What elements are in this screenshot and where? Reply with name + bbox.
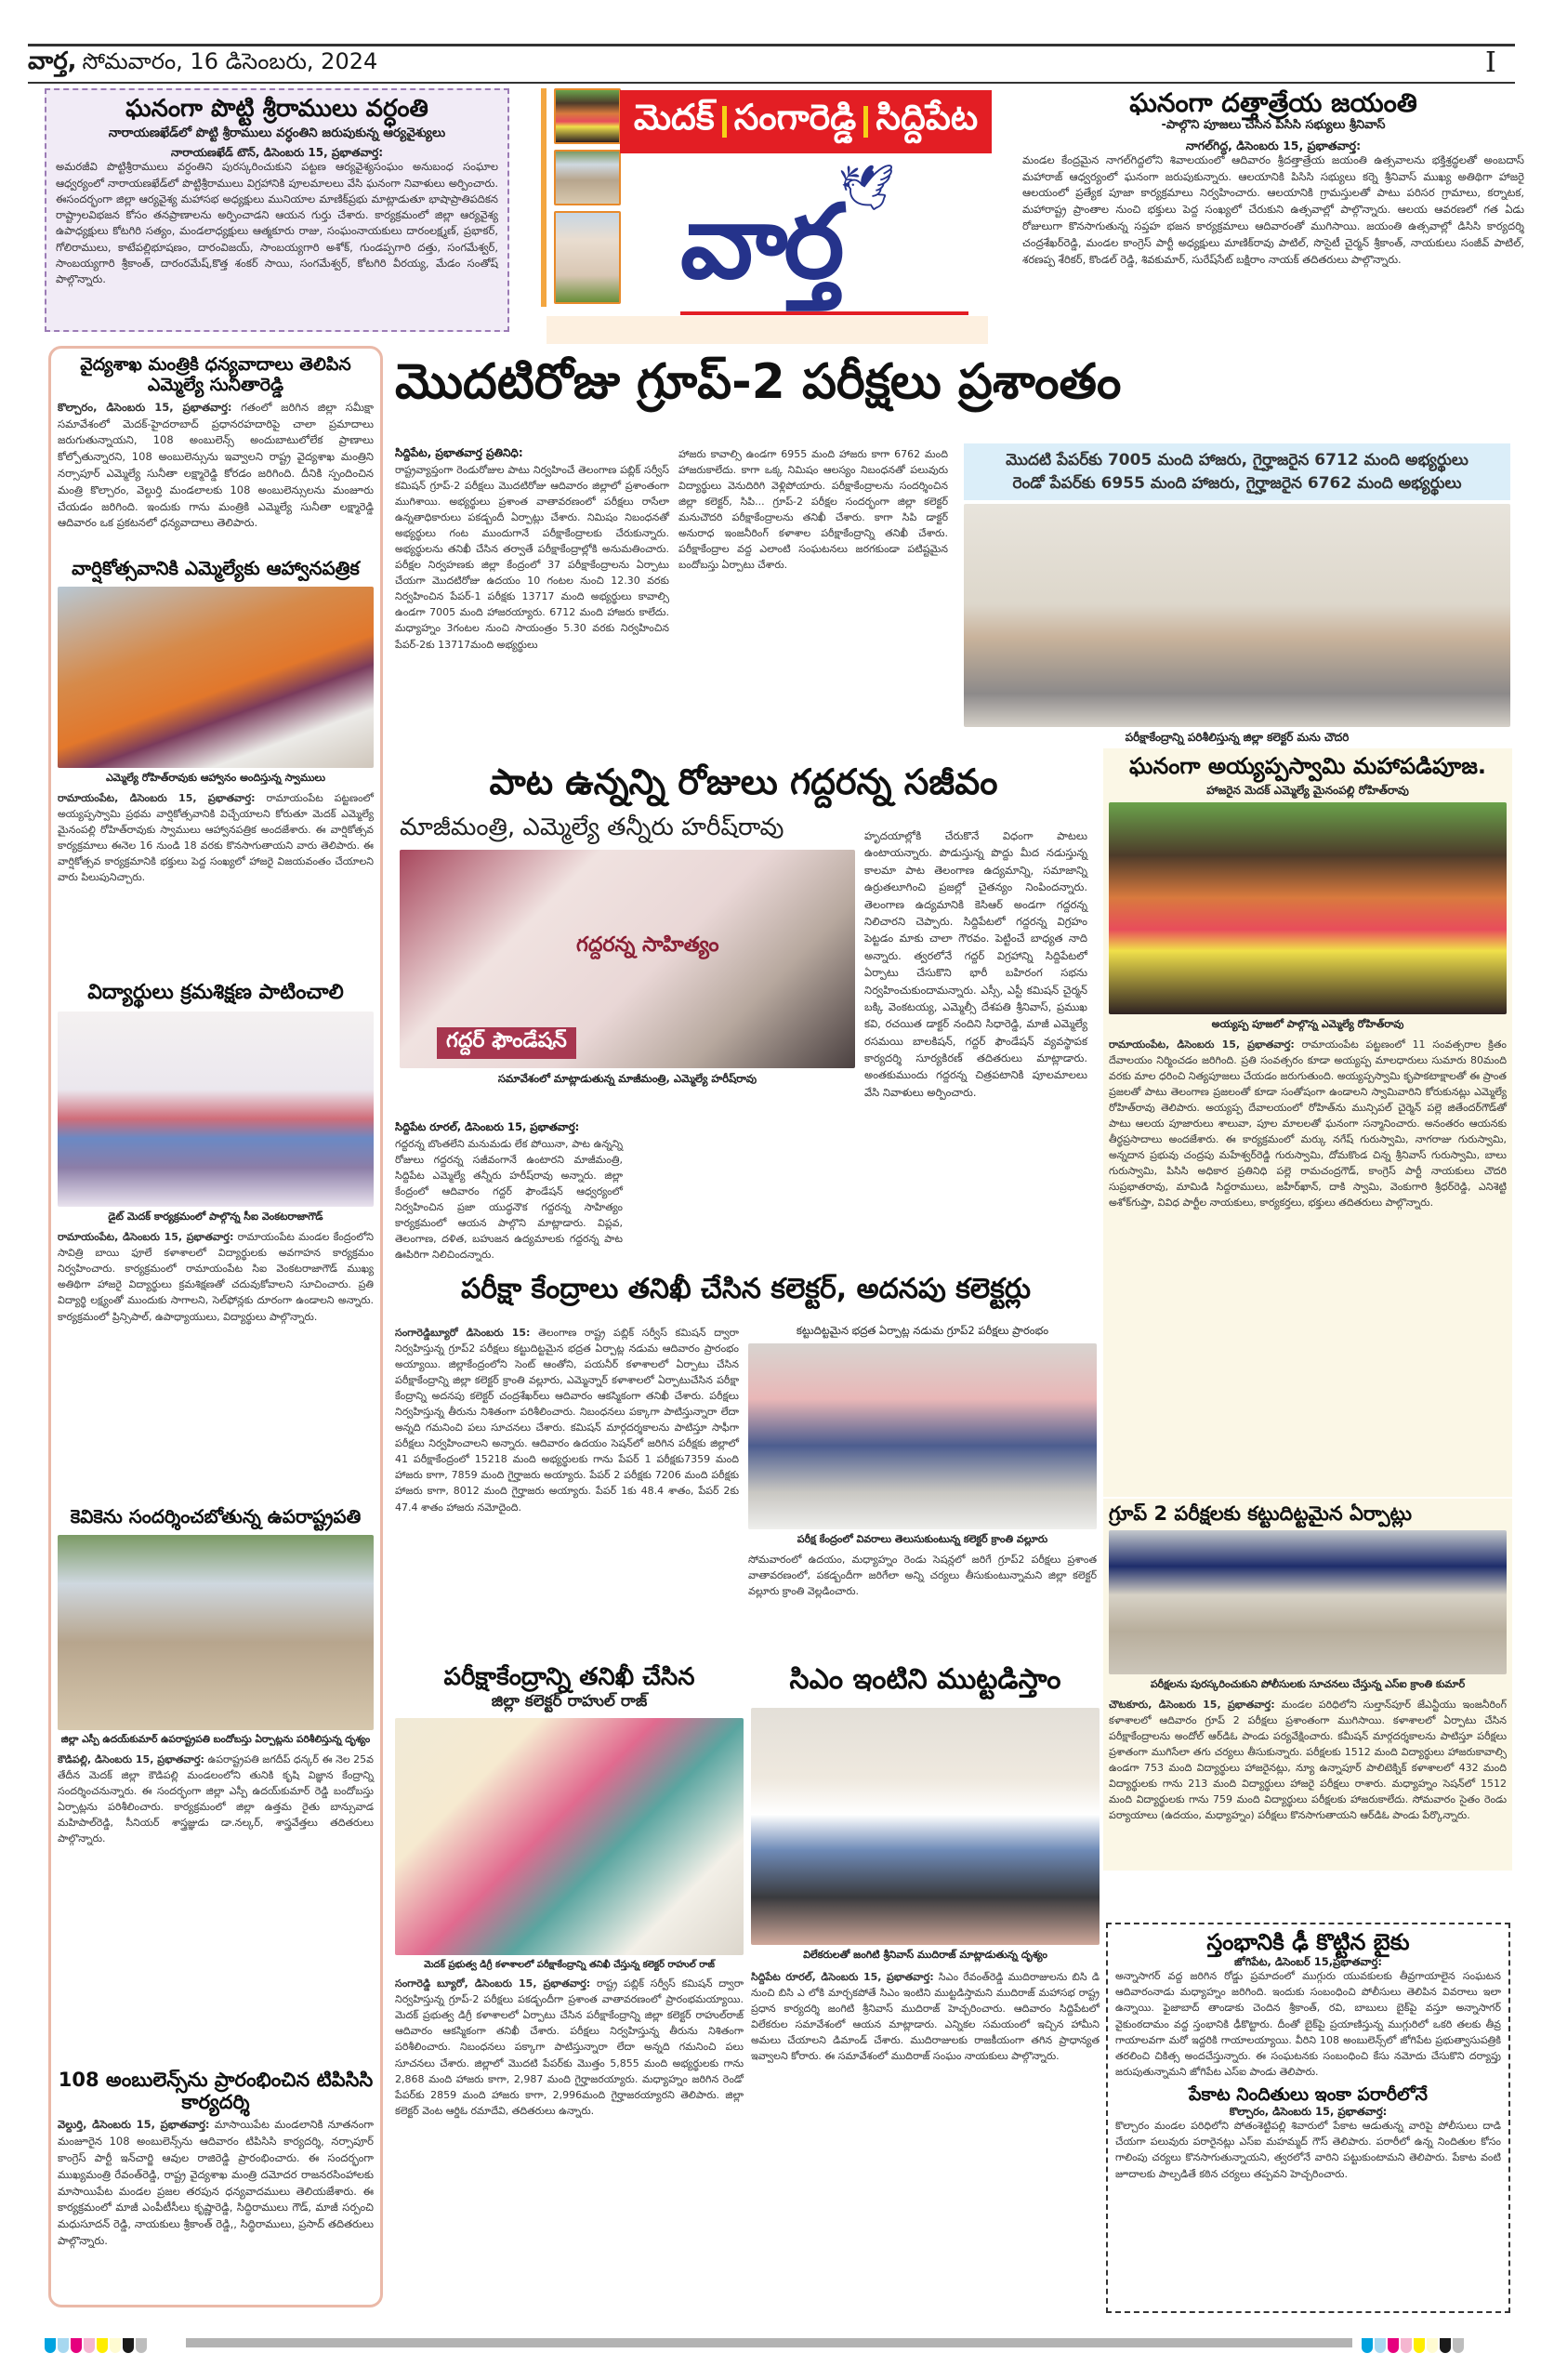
masthead-date: సోమవారం, 16 డిసెంబరు, 2024 bbox=[82, 48, 378, 74]
article-body bbox=[395, 1976, 744, 2118]
dateline: కౌడిపల్లి, డిసెంబరు 15, ప్రభాతవార్త: bbox=[58, 1753, 204, 1765]
article-group2-arrangements bbox=[1103, 1499, 1512, 1871]
lead-headline: మొదటిరోజు గ్రూప్-2 పరీక్షలు ప్రశాంతం bbox=[395, 354, 1122, 410]
article-body bbox=[58, 1229, 374, 1324]
article-body bbox=[1109, 1037, 1507, 1211]
print-marks-left bbox=[45, 2338, 147, 2353]
banner-text: గద్దర్ ఫౌండేషన్ bbox=[437, 1027, 576, 1059]
subhead: -పాల్గొని పూజలు చేసిన పిసిసి సభ్యులు శ్రీనివాస్ bbox=[1161, 118, 1386, 133]
headline: వైద్యశాఖ మంత్రికి ధన్యవాదాలు తెలిపిన ఎమ్మెల్యే సునీతారెడ్డి bbox=[80, 354, 351, 395]
collector-inspection-photo bbox=[748, 1343, 1097, 1529]
article-body bbox=[58, 790, 374, 885]
article-body: అమరజీవి పొట్టిశ్రీరాములు వర్ధంతిని పురస్కరించుకుని పట్టణ ఆర్యవైశ్యసంఘం అనుబంధ సంఘాల ఆధ్వర్యంలో నారాయణఖేడ్‌లో పొట్టిశ్రీరాములు విగ్రహానికి పూలమాలలు వేసి ఘనంగా నివాళులు అర్పించారు. ఈసందర్భంగా జిల్లా ఆర్యవైశ్య మహాసభ అధ్యక్షులు మునియాల మాణిక్‌ప్రభు మాట్లాడుతూ భాషాప్రాతిపదికన రాష్ట్రాలవిభజన కోసం తనప్రాణాలను అర్పించాడని ఆయన గుర్తు చేశారు. కార్యక్రమంలో జిల్లా ఆర్యవైశ్య ఉపాధ్యక్షులు కోటగిరి సత్యం, మండలాధ్యక్షులు ఆత్మకూరు రాజు, సంఘంనాయకులు దారంలక్ష్మణ్, ప్రభాకర్, గోలిరాములు, కాటేపల్లిభూషణం, దారంవిజయ్, సాంబయ్యగారి అశోక్, గుండప్పగారి దత్తు, సంగమేశ్వర్, సాంబయ్యగారి శ్రీకాంత్, దారంరమేష్,కొత్త శంకర్ సాయి, సంగమేశ్వర్, కోటగిరి వీరయ్య, మేడం సంతోష్ పాల్గొన్నారు. bbox=[56, 160, 498, 286]
reg-mark bbox=[58, 2338, 69, 2353]
reg-mark bbox=[1427, 2338, 1438, 2353]
dateline: వెల్దుర్తి, డిసెంబరు 15, ప్రభాతవార్త: bbox=[58, 2118, 210, 2132]
reg-mark bbox=[1414, 2338, 1425, 2353]
reg-mark bbox=[1362, 2338, 1373, 2353]
security-inspection-photo bbox=[58, 1535, 374, 1730]
subhead: జిల్లా కలెక్టర్ రాహుల్ రాజ్ bbox=[491, 1691, 648, 1711]
lead-photo-block bbox=[964, 443, 1510, 747]
photo-caption: విలేకరులతో జంగిటి శ్రీనివాస్ ముదిరాజ్ మాట్లాడుతున్న దృశ్యం bbox=[803, 1948, 1047, 1961]
subhead: మాజీమంత్రి, ఎమ్మెల్యే తన్నీరు హరీష్‌రావు bbox=[400, 813, 784, 841]
reg-mark bbox=[1401, 2338, 1412, 2353]
ayyappa-puja-photo bbox=[1109, 802, 1507, 1014]
headline: కెవికెను సందర్శించబోతున్న ఉపరాష్ట్రపతి bbox=[70, 1505, 362, 1527]
article-potti-sriramulu bbox=[45, 88, 509, 332]
article-rahul-raj bbox=[395, 1664, 744, 2119]
photo-title: కట్టుదిట్టమైన భద్రత ఏర్పాట్ల నడుమ గ్రూప్2 పరీక్షలు ప్రారంభం bbox=[796, 1324, 1049, 1337]
body-text: రామాయంపేట మండల కేంద్రంలోని సావిత్రి బాయి ఫూలే కళాశాలలో విద్యార్థులకు అవగాహన కార్యక్రమం నిర్వహించారు. కార్యక్రమంలో రామాయంపేట సిఐ వెంకటరాజాగౌడ్ ముఖ్య అతిథిగా హాజరై విద్యార్థులు క్రమశిక్షణతో చదువుకోవాలని సూచించారు. ప్రతి విద్యార్థి లక్ష్యంతో ముందుకు సాగాలని, సెల్‌ఫోన్లకు దూరంగా ఉండాలని అన్నారు. కార్యక్రమంలో ప్రిన్సిపాల్, ఉపాధ్యాయులు, విద్యార్థులు పాల్గొన్నారు. bbox=[58, 1231, 374, 1323]
article-108-ambulance bbox=[58, 2069, 374, 2250]
dateline: నారాయణఖేడ్ టౌన్, డిసెంబరు 15, ప్రభాతవార్త: bbox=[170, 146, 384, 160]
reg-mark bbox=[110, 2338, 121, 2353]
reg-mark bbox=[45, 2338, 56, 2353]
body-text: తెలంగాణ రాష్ట్ర పబ్లిక్ సర్వీస్ కమిషన్ ద్వారా నిర్వహిస్తున్న గ్రూప్2 పరీక్షలు కట్టుదిట్టమైన భద్రత ఏర్పాట్ల నడుమ ఆదివారం ప్రారంభం అయ్యాయి. జిల్లాకేంద్రంలోని సెంట్ ఆంతోని, పయనీర్ కళాశాలలో ఏర్పాటు చేసిన పరీక్షాకేంద్రాన్ని జిల్లా కలెక్టర్ క్రాంతి వల్లూరు, ఎమ్మెన్నార్ కళాశాలలో ఏర్పాటుచేసిన పరీక్షా కేంద్రాన్ని అదనపు కలెక్టర్ చంద్రశేఖర్‌లు ఆదివారం ఆకస్మికంగా తనిఖీ చేశారు. పరీక్షలు నిర్వహిస్తున్న తీరును నిశితంగా పరిశీలించారు. నిబంధనలు పక్కాగా పాటిస్తున్నారా లేదా అన్నది గమనించి పలు సూచనలు చేశారు. కమిషన్ మార్గదర్శకాలను పాటిస్తూ సాఫీగా పరీక్షలు నిర్వహించాలని అన్నారు. ఆదివారం ఉదయం సెషన్‌లో జరిగిన పరీక్షకు జిల్లాలో 41 పరీక్షాకేంద్రంలో 15218 మంది అభ్యర్థులకు గాను పేపర్ 1 పరీక్షకు7359 మంది హాజరు కాగా, 7859 మంది గైర్హాజరు అయ్యారు. పేపర్ 2 పరీక్షకు 7206 మంది పరీక్షకు హాజరు కాగా, 8012 మంది గైర్హాజరు అయ్యారు. పేపర్ 1కు 48.4 శాతం, పేపర్ 2కు 47.4 శాతం హాజరు నమోదైంది. bbox=[395, 1327, 739, 1514]
logo-photo-strip bbox=[541, 88, 615, 307]
article-body bbox=[1109, 1697, 1507, 1823]
district-siddipet: సిద్దిపేట bbox=[876, 97, 979, 138]
church-thumbnail bbox=[554, 211, 621, 304]
article-body: సోమవారంలో ఉదయం, మధ్యాహ్నం రెండు సెషన్లలో జరిగే గ్రూప్2 పరీక్షలు ప్రశాంత వాతావరణంలో, పకడ్బందీగా జరిగేలా అన్ని చర్యలు తీసుకుంటున్నామని జిల్లా కలెక్టర్ వల్లూరు క్రాంతి వెల్లడించారు. bbox=[748, 1553, 1097, 1597]
photo-caption: డైట్ మెదక్ కార్యక్రమంలో పాల్గొన్న సీఐ వెంకటరాజాగౌడ్ bbox=[108, 1210, 323, 1223]
body-text: మండల పరిధిలోని సుల్తాన్‌పూర్ జేఎన్టీయు ఇంజనీరింగ్ కళాశాలలో ఆదివారం గ్రూప్ 2 పరీక్షలు ప్రశాంతంగా ముగిసాయి. కళాశాలలో ఏర్పాటు చేసిన పరీక్షాకేంద్రాలను అందోల్ ఆర్‌డిఓ పాండు పర్యవేక్షించారు. కమీషన్ మార్గదర్శకాలను పాటిస్తూ పరీక్షలు ప్రశాతంగా ముగిసేలా తగు చర్యలు తీసుకున్నారు. పరీక్షలకు 1512 మంది విద్యార్థులు హాజరుకావాల్సి ఉండగా 753 మంది విద్యార్థులు హాజరైనట్లు, న్యూ ఉన్నాపూర్ పాలిటెక్నిక్ కళాశాలలో 432 మంది విద్యార్థులకు గాను 213 మంది విద్యార్థులు హాజరై పరీక్షలు రాశారు. మధ్యాహ్నం సెషన్‌లో 1512 మంది విద్యార్థులకు గాను 759 మంది విద్యార్థులు పరీక్షలకు హాజరుకాలేదు. సోమవారం సైతం రెండు పర్యాయాలు (ఉదయం, మధ్యాహ్నం) పరీక్షలు కొనసాగుతాయని ఆర్‌డిఓ పాండు పేర్కొన్నారు. bbox=[1109, 1699, 1508, 1822]
masthead-brand: వార్త, bbox=[28, 47, 77, 75]
body-text: రామాయంపేట పట్టణంలో 11 సంవత్సరాల క్రితం దేవాలయం నిర్మించడం జరిగింది. ప్రతి సంవత్సరం కూడా అయ్యప్ప మాలధారులు సుమారు 80మంది వరకు మాల ధరించి నిత్యపూజలు చేయడం జరుగుతుంది. అయ్యప్పస్వామి కృపాకటాక్షాలతో ఈ ప్రాంత ప్రజలతో పాటు తెలంగాణ ప్రజలంతో కూడా సంతోషంగా ఉండాలని స్వామివారిని కోరుకునట్లు ఎమ్మెల్యే రోహిత్‌రావు తెలిపారు. అయ్యప్ప దేవాలయంలో రోహిత్‌ను మున్సిపల్ చైర్మెన్ పల్లె జితేందర్‌గౌడ్‌తో పాటు ఆలయ పూజారులు శాలువా, పూల మాలలతో ఘనంగా సన్మానించారు. అనంతరం ఆయనకు తీర్థప్రసాదాలు అందజేశారు. ఈ కార్యక్రమంలో మర్కు నగేష్ గురుస్వామి, నాగరాజు గురుస్వామి, అన్నదాన ప్రభువు చంద్రపు మహేశ్వర్‌రెడ్డి గురుస్వామి, దోమకొండ చిన్న శ్రీనివాస్ గురుస్వామి, బాలు గురుస్వామి, పిసిసి అధికార ప్రతినిధి పల్లె రామచంద్రగౌడ్, కాంగ్రెస్ పార్టీ నాయకులు చౌదరి సుప్రభాతరావు, మామిడి సిద్దరాములు, జహీర్‌ఖాన్, దాకి స్వామి, వెంకుగారి శ్రీధర్‌రెడ్డి, ఎనిశెట్టి అశోక్‌గుప్తా, వివిధ పార్టీల నాయకులు, కార్యకర్తలు, భక్తులు తదితరులు పాల్గొన్నారు. bbox=[1109, 1038, 1507, 1210]
article-body bbox=[58, 1752, 374, 1846]
dateline: సంగారెడ్డిబ్యూరో డిసెంబరు 15: bbox=[395, 1327, 531, 1339]
article-body bbox=[58, 400, 374, 533]
logo-wordmark: వార్త bbox=[680, 182, 841, 301]
subhead: నారాయణఖేడ్‌లో పొట్టి శ్రీరాములు వర్ధంతిని జరుపుకున్న ఆర్యవైశ్యులు bbox=[108, 125, 446, 140]
reg-mark bbox=[136, 2338, 147, 2353]
article-body: గద్దరన్న బొంతలేని మనుమడు లేక పోయినా, పాట ఉన్నన్ని రోజులు గద్దరన్న సజీవంగానే ఉంటారని మాజీమంత్రి, సిద్దిపేట ఎమ్మెల్యే తన్నీరు హరీష్‌రావు అన్నారు. జిల్లా కేంద్రంలో ఆదివారం గద్దర్ ఫౌండేషన్ ఆధ్వర్యంలో నిర్వహించిన ప్రజా యుద్ధనౌక గద్దరన్న సాహిత్యం కార్యక్రమంలో ఆయన పాల్గొని మాట్లాడారు. విప్లవ, తెలంగాణ, దళిత, బహుజన ఉద్యమాలకు గద్దరన్న పాట ఊపిరిగా నిలిచిందన్నారు. bbox=[395, 1138, 623, 1262]
reg-mark bbox=[123, 2338, 134, 2353]
dateline: నాగల్‌గిద్ద, డిసెంబరు 15, ప్రభాతవార్త: bbox=[1185, 138, 1362, 152]
photo-caption: అయ్యప్ప పూజలో పాల్గొన్న ఎమ్మెల్యే రోహిత్‌రావు bbox=[1211, 1017, 1404, 1030]
reg-mark bbox=[97, 2338, 108, 2353]
collectors-body bbox=[395, 1325, 739, 1515]
article-collectors bbox=[395, 1274, 1097, 1306]
headline: సిఎం ఇంటిని ముట్టడిస్తాం bbox=[789, 1663, 1061, 1696]
gaddar-subhead-photo bbox=[400, 813, 855, 1088]
headline: 108 అంబులెన్స్‌ను ప్రారంభించిన టిపిసిసి కార్యదర్శి bbox=[58, 2069, 374, 2114]
separator bbox=[863, 106, 868, 138]
masthead bbox=[28, 48, 377, 80]
collector-rahul-raj-photo bbox=[395, 1718, 744, 1955]
dateline: జోగిపేట, డిసెంబర్ 15,ప్రభాతవార్త: bbox=[1234, 1954, 1382, 1968]
photo-caption: పరీక్ష కేంద్రంలో వివరాలు తెలుసుకుంటున్న కలెక్టర్ క్రాంతి వల్లూరు bbox=[797, 1532, 1048, 1545]
photo-caption: పరీక్షాకేంద్రాన్ని పరిశీలిస్తున్న జిల్లా కలెక్టర్ మను చౌదరి bbox=[1125, 731, 1350, 745]
page-number: I bbox=[1485, 46, 1496, 79]
students-event-photo bbox=[58, 1012, 374, 1207]
article-body bbox=[58, 2117, 374, 2250]
banner-text: గద్దరన్న సాహిత్యం bbox=[576, 933, 719, 958]
lead-article-col1 bbox=[395, 446, 669, 653]
reg-mark bbox=[84, 2338, 95, 2353]
headline: వార్షికోత్సవానికి ఎమ్మెల్యేకు ఆహ్వానపత్రిక bbox=[72, 557, 360, 579]
photo-caption: సమావేశంలో మాట్లాడుతున్న మాజీమంత్రి, ఎమ్మెల్యే హరీష్‌రావు bbox=[497, 1072, 757, 1086]
dateline: సిద్దిపేట, ప్రభాతవార్త ప్రతినిధి: bbox=[395, 446, 523, 459]
body-text: సిఎం రేవంత్‌రెడ్డి ముదిరాజులను బిసి డి నుంచి బిసి ఎ లోకి మార్చకపోతే సిఎం ఇంటిని ముట్టడిస్తామని ముదిరాజ్ మహాసభ రాష్ట్ర ప్రధాన కార్యదర్శి జంగిటి శ్రీనివాస్ ముదిరాజ్ హెచ్చరించారు. ఆదివారం సిద్దిపేటలో విలేకరుల సమావేశంలో ఆయన మాట్లాడారు. ఎన్నికల సమయంలో ఇచ్చిన హామీని అమలు చేయాలని డిమాండ్ చేశారు. ముదిరాజులకు రాజకీయంగా తగిన ప్రాధాన్యత ఇవ్వాలని కోరారు. ఈ సమావేశంలో ముదిరాజ్ సంఘం నాయకులు పాల్గొన్నారు. bbox=[751, 1970, 1100, 2062]
subhead: హాజరైన మెదక్ ఎమ్మెల్యే మైనంపల్లి రోహిత్‌రావు bbox=[1206, 783, 1409, 797]
masthead-bottom-rule bbox=[28, 82, 1515, 84]
gaddar-event-photo bbox=[400, 850, 855, 1068]
logo-underline bbox=[680, 311, 968, 315]
garden-thumbnail bbox=[554, 150, 621, 205]
district-medak: మెదక్ bbox=[633, 97, 715, 138]
reg-mark bbox=[71, 2338, 82, 2353]
dateline: సంగారెడ్డి బ్యూరో, డిసెంబరు 15, ప్రభాతవార్త: bbox=[395, 1977, 591, 1990]
collectors-photo-block bbox=[748, 1325, 1097, 1599]
dateline: రామాయంపేట, డిసెంబరు 15, ప్రభాతవార్త: bbox=[58, 792, 256, 804]
article-body: అన్నాసాగర్ వద్ద జరిగిన రోడ్డు ప్రమాదంలో ముగ్గురు యువకులకు తీవ్రగాయాలైన సంఘటన ఆదివారంనాడు మధ్యాహ్నం జరిగింది. ఇందుకు సంబంధించి పోలీసులు తెలిపిన వివరాలు ఇలా ఉన్నాయి. ఫైజాబాద్ తాండాకు చెందిన శ్రీకాంత్, రవి, బాబులు బైక్‌పై వస్తూ అన్నాసాగర్ వైకుంఠదామం వద్ద స్తంభానికి ఢీకొట్టారు. దీంతో బైక్‌పై ప్రయాణిస్తున్న ముగ్గురిలో ఒకరి తలకు తీవ్ర గాయాలవగా మరో ఇద్దరికి గాయాలయ్యాయి. వీరిని 108 అంబులెన్స్‌లో జోగిపేట ప్రభుత్వాసుపత్రికి తరలించి చికిత్స అందచేస్తున్నారు. ఈ సంఘటనకు సంబంధించి కేసు నమోదు చేసుకొని దర్యాప్తు జరుపుతున్నామని జోగిపేట ఎస్‌ఐ పాండు తెలిపారు. bbox=[1115, 1970, 1501, 2078]
headline: పరీక్షా కేంద్రాలు తనిఖీ చేసిన కలెక్టర్, అదనపు కలెక్టర్లు bbox=[460, 1273, 1032, 1305]
dateline: సిద్దిపేట రూరల్, డిసెంబరు 15, ప్రభాతవార్త: bbox=[751, 1970, 934, 1983]
photo-caption: మెదక్ ప్రభుత్వ డిగ్రీ కళాశాలలో పరీక్షాకేంద్రాన్ని తనిఖీ చేస్తున్న కలెక్టర్ రాహుల్ రాజ్ bbox=[424, 1960, 715, 1971]
dateline: రామాయంపేట, డిసెంబరు 15, ప్రభాతవార్త: bbox=[58, 1231, 234, 1244]
article-bike-accident-box bbox=[1106, 1923, 1510, 2313]
article-gaddar bbox=[395, 762, 1092, 803]
article-body: హృదయాల్లోకి చేరుకొనే విధంగా పాటలు ఉంటాయన్నారు. పొడుస్తున్న పొద్దు మీద నడుస్తున్న కాలమా పాట తెలంగాణ ఉద్యమాన్ని, సమాజాన్ని ఉర్రుతలూగించి ప్రజల్లో చైతన్యం నింపిందన్నారు. తెలంగాణ ఉద్యమానికి కెసిఆర్ అండగా గద్దరన్న నిలిచారని చెప్పారు. సిద్దిపేటలో గద్దరన్న విగ్రహం పెట్టడం మాకు చాలా గౌరవం. పెట్టించే బాధ్యత నాది అన్నారు. త్వరలోనే గద్దర్ విగ్రహాన్ని సిద్దిపేటలో ఏర్పాటు చేసుకొని భారీ బహిరంగ సభను నిర్వహించుకుందామన్నారు. ఎస్సీ, ఎస్టీ కమిషన్ చైర్మన్ బక్కి వెంకటయ్య, ఎమ్మెల్సీ దేశపతి శ్రీనివాస్, ప్రముఖ కవి, రచయిత డాక్టర్ నందిని సిధారెడ్డి, మాజీ ఎమ్మెల్యే రసమయి బాలకిషన్, గద్దర్ ఫౌండేషన్ వ్యవస్థాపక కార్యదర్శి సూర్యకిరణ్ తదితరులు మాట్లాడారు. అంతకుముందు గద్దరన్న చిత్రపటానికి పూలమాలలు వేసి నివాళులు అర్పించారు. bbox=[864, 829, 1087, 1099]
article-vice-president-visit bbox=[58, 1506, 374, 1846]
headline: విద్యార్థులు క్రమశిక్షణ పాటించాలి bbox=[87, 981, 344, 1004]
headline: పేకాట నిందితులు ఇంకా పరారీలోనే bbox=[1189, 2083, 1428, 2105]
temple-thumbnail bbox=[554, 88, 621, 144]
article-body: రాష్ట్రవ్యాప్తంగా రెండురోజుల పాటు నిర్వహించే తెలంగాణ పబ్లిక్ సర్వీస్ కమిషన్ గ్రూప్-2 పరీక్షలు మొదటిరోజు ఆదివారం జిల్లాలో ప్రశాంతంగా ముగిశాయి. అభ్యర్థులు ప్రశాంత వాతావరణంలో పరీక్షలు రాసేలా ఉన్నతాధికారులు పకడ్బందీ ఏర్పాట్లు చేశారు. నిమిషం నిబంధనతో అభ్యర్థులు గంట ముందుగానే పరీక్షాకేంద్రాలకు చేరుకున్నారు. అభ్యర్థులను తనిఖీ చేసిన తర్వాతే పరీక్షాకేంద్రాల్లోకి అనుమతించారు. పరీక్షల నిర్వహణకు జిల్లా కేంద్రంలో 37 పరీక్షాకేంద్రాలను ఏర్పాటు చేయగా మొదటిరోజు ఉదయం 10 గంటల నుంచి 12.30 వరకు నిర్వహించిన పేపర్-1 పరీక్షకు 13717 మంది అభ్యర్థులు కావాల్సి ఉండగా 7005 మంది హాజరయ్యారు. 6712 మంది హాజరు కాలేదు. మధ్యాహ్నం 3గంటల నుంచి సాయంత్రం 5.30 వరకు నిర్వహించిన పేపర్-2కు 13717మంది అభ్యర్థులు bbox=[395, 464, 669, 651]
reg-mark bbox=[1440, 2338, 1451, 2353]
body-text: రాష్ట్ర పబ్లిక్ సర్వీస్ కమిషన్ ద్వారా నిర్వహిస్తున్న గ్రూప్-2 పరీక్షలు పకడ్బందీగా ప్రశాంత వాతావరణంలో ప్రారంభమయ్యాయి. మెదక్ ప్రభుత్వ డిగ్రీ కళాశాలలో ఏర్పాటు చేసిన పరీక్షాకేంద్రాన్ని జిల్లా కలెక్టర్ రాహుల్‌రాజ్ ఆదివారం ఆకస్మికంగా తనిఖీ చేశారు. పరీక్షలు నిర్వహిస్తున్న తీరును నిశితంగా పరిశీలించారు. నిబంధనలు పక్కాగా పాటిస్తున్నారా లేదా అన్నది గమనించి పలు సూచనలు చేశారు. జిల్లాలో మొదటి పేపర్‌కు మొత్తం 5,855 మంది అభ్యర్థులకు గాను 2,868 మంది హాజరు కాగా, 2,987 మంది గైర్హాజరయ్యారు. మధ్యాహ్నం జరిగిన రెండో పేపర్‌కు 2859 మంది హాజరు కాగా, 2,996మంది గైర్హాజరయ్యారని తెలిపారు. జిల్లా కలెక్టర్ వెంట ఆర్డిఓ రమాదేవి, తదితరులు ఉన్నారు. bbox=[395, 1977, 744, 2117]
article-body: కొల్చారం మండల పరిధిలోని పోతంశెట్టిపల్లి శివారులో పేకాట ఆడుతున్న వారిపై పోలీసులు దాడి చేయగా పలువురు పరారైనట్లు ఎస్‌ఐ మహమ్మద్ గౌస్ తెలిపారు. పరారీలో ఉన్న నిందితుల కోసం గాలింపు చర్యలు కొనసాగుతున్నాయని, త్వరలోనే వారిని పట్టుకుంటామని తెలిపారు. పేకాట వంటి జూదాలకు పాల్పడితే కఠిన చర్యలు తప్పవని హెచ్చరించారు. bbox=[1115, 2120, 1501, 2180]
body-text: మాసాయిపేట మండలానికి నూతనంగా మంజూరైన 108 అంబులెన్స్‌ను ఆదివారం టిపిసిసి కార్యదర్శి, నర్సాపూర్ కాంగ్రెస్ పార్టీ ఇన్‌చార్జి ఆవుల రాజిరెడ్డి ప్రారంభించారు. ఈ సందర్భంగా ముఖ్యమంత్రి రేవంత్‌రెడ్డి, రాష్ట్ర వైద్యశాఖ మంత్రి దమోదర రాజనరసింహాలకు మాసాయిపేట మండల ప్రజల తరపున ధన్యవాదములు తెలియజేశారు. ఈ కార్యక్రమంలో మాజీ ఎంపీటీసీలు కృష్ణారెడ్డి, సిద్ధిరాములు గౌడ్, మాజీ సర్పంచి మధుసూదన్ రెడ్డి, నాయకులు శ్రీకాంత్ రెడ్డి,, సిద్ధిరాములు, ప్రసాద్ తదితరులు పాల్గొన్నారు. bbox=[58, 2118, 374, 2247]
article-body bbox=[395, 1325, 739, 1515]
article-health-minister bbox=[58, 355, 374, 532]
headline: పరీక్షాకేంద్రాన్ని తనిఖీ చేసిన bbox=[443, 1663, 695, 1691]
highlight-line-2: రెండో పేపర్‌కు 6955 మంది హాజరు, గైర్హాజరైన 6762 మంది అభ్యర్థులు bbox=[1012, 473, 1462, 493]
headline: ఘనంగా అయ్యప్పస్వామి మహాపడిపూజ. bbox=[1129, 753, 1486, 779]
article-ayyappa bbox=[1103, 748, 1512, 1497]
body-text: గతంలో జరిగిన జిల్లా సమీక్షా సమావేశంలో మెదక్-హైదరాబాద్ ప్రధానరహదారిపై చాలా ప్రమాదాలు జరుగుతున్నాయని, 108 అంబులెన్స్ అందుబాటులోలేక ప్రాణాలు కోల్పోతున్నారని, 108 అంబులెన్సును ఇవ్వాలని రాష్ట్ర వైద్యశాఖ మంత్రిని నర్సాపూర్ ఎమ్మెల్యే సునీతా లక్ష్మారెడ్డి కోరడం జరిగింది. దీనికి స్పందించిన మంత్రి కొల్చారం, వెల్దుర్తి మండలాలకు 108 అంబులెన్సులను మంజూరు చేయడం జరిగింది. ఇందుకు గాను మంత్రికి ఎమ్మెల్యే సునీతా లక్ష్మారెడ్డి ఆదివారం ఒక ప్రకటనలో ధన్యవాదాలు తెలిపారు. bbox=[58, 400, 375, 530]
press-meet-photo bbox=[751, 1708, 1100, 1945]
photo-caption: పరీక్షలను పురస్కరించుకుని పోలీసులకు సూచనలు చేస్తున్న ఎస్‌ఐ క్రాంతి కుమార్ bbox=[1150, 1678, 1466, 1691]
gaddar-body-col2 bbox=[864, 827, 1087, 1101]
highlight-line-1: మొదటి పేపర్‌కు 7005 మంది హాజరు, గైర్హాజరైన 6712 మంది అభ్యర్థులు bbox=[1006, 451, 1468, 469]
article-students-discipline bbox=[58, 981, 374, 1325]
print-gray-bar bbox=[186, 2338, 1352, 2347]
reg-mark bbox=[1388, 2338, 1399, 2353]
photo-caption: జిల్లా ఎస్పీ ఉదయ్‌కుమార్ ఉపరాష్ట్రపతి బందోబస్తు ఏర్పాట్లను పరిశీలిస్తున్న దృశ్యం bbox=[60, 1734, 371, 1745]
district-sangareddy: సంగారెడ్డి bbox=[733, 97, 857, 138]
article-body: మండల కేంద్రమైన నాగల్‌గిద్దలోని శివాలయంలో ఆదివారం శ్రీదత్తాత్రేయ జయంతి ఉత్సవాలను భక్తిశ్రద్ధలతో అంబదాస్ మహారాజ్ ఆధ్వర్యంలో ఘనంగా జరుపుకున్నారు. ఆలయానికి పిసిసి సభ్యులు కర్నె శ్రీనివాస్ ముఖ్య అతిథిగా హాజరై ఆలయంలో ప్రత్యేక పూజా కార్యక్రమాలు నిర్వహించారు. ఆలయానికి గ్రామస్తులతో పాటు పరిసర గ్రామాలు, కర్నాటక, మహారాష్ట్ర ప్రాంతాల నుంచి భక్తులు పెద్ద సంఖ్యలో చేరుకుని ఉత్సవాల్లో పాల్గొన్నారు. ఆలయ ఆవరణలో గత ఏడు రోజులుగా కొనసాగుతున్న సప్తహ భజన కార్యక్రమాలు ఆదివారంతో ముగిసాయి. జయంతి ఉత్సవాల్లో డిసిసి కార్యదర్శి చంద్రశేఖర్‌రెడ్డి, మండల కాంగ్రెస్ పార్టీ అధ్యక్షులు మాణిక్‌రావు పాటిల్, సొసైటీ చైర్మన్ శ్రీకాంత్, నాయకులు సంజీవ్ పాటిల్, శరణప్ప శేరికర్, కొండల్ రెడ్డి, శివకుమార్, సురేష్‌సేట్ బక్షిరాం నాయక్ తదితరులు పాల్గొన్నారు. bbox=[1022, 152, 1524, 266]
dove-icon: 🕊 bbox=[838, 162, 895, 214]
article-body: హాజరు కావాల్సి ఉండగా 6955 మంది హాజరు కాగా 6762 మంది హాజరుకాలేదు. కాగా ఒక్క నిమిషం ఆలస్యం నిబంధనతో పలువురు విద్యార్థులు వెనుదిరిగి వెళ్లిపోయారు. పరీక్షాకేంద్రాలను సందర్శించిన జిల్లా కలెక్టర్, సిపి... గ్రూప్-2 పరీక్షల సందర్భంగా జిల్లా కలెక్టర్ మనుచౌదరి పరీక్షాకేంద్రాలను తనిఖీ చేశారు. కాగా సిపి డాక్టర్ అనురాధ ఇంజనీరింగ్ కళాశాల పరీక్షాకేంద్రాన్ని తనిఖీ చేశారు. పరీక్షాకేంద్రాల వద్ద ఎలాంటి సంఘటనలు జరగకుండా పటిష్టమైన బందోబస్తు ఏర్పాటు చేశారు. bbox=[678, 448, 948, 572]
body-text: రామాయంపేట పట్టణంలో అయ్యప్పస్వామి ప్రథమ వార్షికోత్సవానికి విచ్చేయాలని కోరుతూ మెదక్ ఎమ్మెల్యే మైనంపల్లి రోహిత్‌రావుకు స్వాములు ఆహ్వానపత్రిక అందజేశారు. ఈ వార్షికోత్సవ కార్యక్రమాలు ఈనెల 16 నుండి 18 వరకు కొనసాగుతాయని వారు తెలిపారు. ఈ వార్షికోత్సవ కార్యక్రమానికి భక్తులు పెద్ద సంఖ్యలో హాజరై విజయవంతం చేయాలని వారు పిలుపునిచ్చారు. bbox=[58, 792, 375, 884]
headline: స్తంభానికి ఢీ కొట్టిన బైకు bbox=[1206, 1929, 1410, 1955]
headline: ఘనంగా పొట్టి శ్రీరాములు వర్ధంతి bbox=[125, 95, 428, 123]
anniversary-photo bbox=[58, 587, 374, 768]
police-briefing-photo bbox=[1109, 1530, 1507, 1674]
logo-base bbox=[547, 316, 988, 344]
body-text: ఉపరాష్ట్రపతి జగదీప్ ధన్కర్ ఈ నెల 25వ తేదీన మెదక్ జిల్లా కౌడిపల్లి మండలంలోని తునికి కృషి విజ్ఞాన కేంద్రాన్ని సందర్శించనున్నారు. ఈ సందర్భంగా జిల్లా ఎస్పీ ఉదయ్‌కుమార్ రెడ్డి బందోబస్తు ఏర్పాట్లను పరిశీలించారు. కార్యక్రమంలో జిల్లా ఉత్తమ రైతు బాన్సువాడ మహిపాల్‌రెడ్డి, సీనియర్ శాస్త్రజ్ఞుడు డా.నల్కర్, శాస్త్రవేత్తలు తదితరులు పాల్గొన్నారు. bbox=[58, 1753, 374, 1845]
dateline: కొల్చారం, డిసెంబరు 15, ప్రభాతవార్త: bbox=[1229, 2104, 1388, 2118]
masthead-top-rule bbox=[28, 44, 1515, 46]
lead-article-col2 bbox=[678, 446, 948, 573]
separator bbox=[722, 106, 727, 138]
photo-caption: ఎమ్మెల్యే రోహిత్‌రావుకు ఆహ్వానం అందిస్తున్న స్వాములు bbox=[105, 772, 325, 784]
dateline: రామాయంపేట, డిసెంబరు 15, ప్రభాతవార్త: bbox=[1109, 1038, 1295, 1051]
print-marks-right bbox=[1362, 2338, 1464, 2353]
attendance-highlight bbox=[964, 443, 1510, 500]
exam-hall-photo bbox=[964, 504, 1510, 727]
article-anniversary bbox=[58, 558, 374, 885]
article-dattatreya bbox=[1022, 88, 1524, 335]
dateline: కొల్చారం, డిసెంబరు 15, ప్రభాతవార్త: bbox=[58, 400, 232, 414]
headline: పాట ఉన్నన్ని రోజులు గద్దరన్న సజీవం bbox=[489, 761, 998, 802]
article-cm-house bbox=[751, 1664, 1100, 2064]
newspaper-logo bbox=[541, 88, 1006, 321]
dateline: సిద్దిపేట రూరల్, డిసెంబరు 15, ప్రభాతవార్త: bbox=[395, 1120, 580, 1133]
article-body bbox=[751, 1969, 1100, 2064]
gaddar-body-col1 bbox=[395, 1120, 623, 1263]
reg-mark bbox=[1453, 2338, 1464, 2353]
headline: ఘనంగా దత్తాత్రేయ జయంతి bbox=[1129, 87, 1417, 118]
reg-mark bbox=[1375, 2338, 1386, 2353]
district-banner bbox=[620, 90, 992, 153]
headline: గ్రూప్ 2 పరీక్షలకు కట్టుదిట్టమైన ఏర్పాట్లు bbox=[1109, 1502, 1412, 1525]
dateline: చౌటకూరు, డిసెంబరు 15, ప్రభాతవార్త: bbox=[1109, 1699, 1275, 1712]
